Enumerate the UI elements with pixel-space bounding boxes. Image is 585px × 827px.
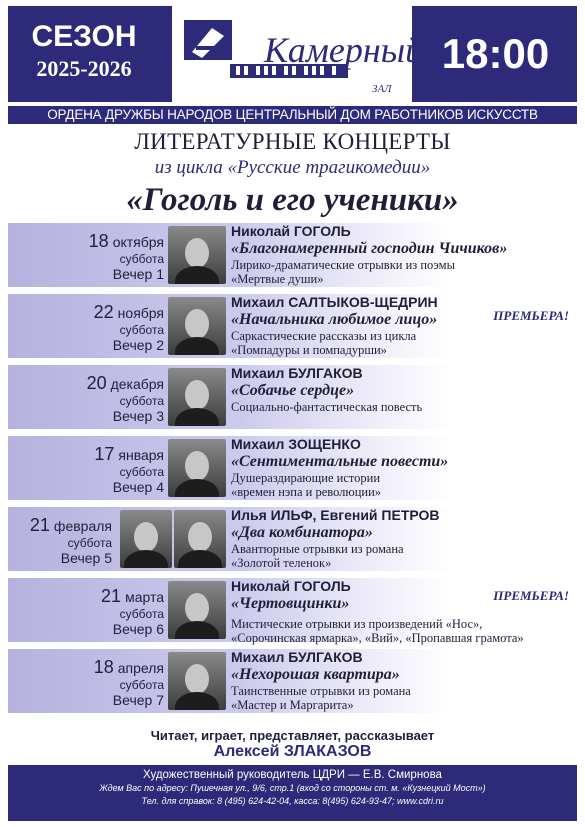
event-date (8, 586, 164, 637)
event-info (231, 294, 577, 357)
premiere-badge: ПРЕМЬЕРА! (493, 308, 569, 323)
event-desc: Лирико-драматические отрывки из поэмы (231, 258, 455, 272)
event-info (231, 649, 577, 712)
event-desc: Саркастические рассказы из цикла (231, 329, 417, 343)
event-weekday: суббота (119, 607, 164, 621)
event-evening: Вечер 1 (112, 266, 164, 282)
event-weekday: суббота (67, 536, 112, 550)
author-portrait (168, 581, 226, 639)
event-author: Михаил БУЛГАКОВ (231, 649, 363, 665)
event-month: февраля (53, 518, 112, 534)
author-portrait (168, 652, 226, 710)
event-work: «Начальника любимое лицо» (231, 311, 438, 328)
chamber-hall-logo (172, 6, 412, 102)
event-weekday: суббота (119, 465, 164, 479)
event-info (231, 365, 577, 414)
event-evening: Вечер 4 (112, 479, 164, 495)
author-portrait (120, 510, 172, 568)
main-title: ЛИТЕРАТУРНЫЕ КОНЦЕРТЫ (134, 129, 451, 154)
event-month: декабря (110, 376, 164, 392)
event-desc: «Сорочинская ярмарка», «Вий», «Пропавшая грамота» (231, 631, 524, 645)
event-desc: Душераздирающие истории (231, 471, 381, 485)
org-line: ОРДЕНА ДРУЖБЫ НАРОДОВ ЦЕНТРАЛЬНЫЙ ДОМ РАБОТНИКОВ ИСКУССТВ (8, 106, 577, 124)
footer-director: Художественный руководитель ЦДРИ — Е.В. Смирнова (143, 769, 442, 781)
event-desc: «Золотой теленок» (231, 556, 332, 570)
event-row (8, 223, 577, 287)
event-desc: «Помпадуры и помпадурши» (231, 343, 387, 357)
event-desc: Авантюрные отрывки из романа (231, 542, 404, 556)
author-portrait (168, 226, 226, 284)
event-day: 21 (101, 586, 122, 606)
event-day: 20 (86, 373, 107, 393)
event-day: 18 (88, 231, 109, 251)
event-month: ноября (117, 305, 164, 321)
performer-line: Читает, играет, представляет, рассказывает (150, 728, 435, 743)
event-author: Михаил САЛТЫКОВ-ЩЕДРИН (231, 294, 438, 310)
event-desc: «Мертвые души» (231, 272, 324, 286)
event-info (231, 507, 577, 570)
event-date (8, 302, 164, 353)
author-portrait (174, 510, 226, 568)
event-desc: Таинственные отрывки из романа (231, 684, 411, 698)
season-block (14, 20, 154, 84)
event-date (8, 444, 164, 495)
premiere-badge: ПРЕМЬЕРА! (493, 588, 569, 603)
event-month: января (118, 447, 164, 463)
event-row (8, 578, 577, 645)
footer-address: Ждем Вас по адресу: Пушечная ул., 9/6, стр.1 (вход со стороны ст. м. «Кузнецкий Мост») (99, 783, 486, 793)
author-portrait (168, 368, 226, 426)
author-portrait (168, 297, 226, 355)
event-row (8, 436, 577, 500)
event-date (8, 657, 164, 708)
cycle-subtitle: из цикла «Русские трагикомедии» (154, 157, 431, 178)
author-portrait (168, 439, 226, 497)
event-row (8, 365, 577, 429)
event-weekday: суббота (119, 323, 164, 337)
event-date (8, 373, 164, 424)
event-month: марта (125, 589, 164, 605)
logo-sub: ЗАЛ (372, 83, 392, 95)
event-row (8, 294, 577, 358)
event-desc: «Мастер и Маргарита» (231, 698, 354, 712)
event-info (231, 223, 577, 286)
event-desc: Мистические отрывки из произведений «Нос», (231, 617, 483, 631)
event-day: 18 (93, 657, 114, 677)
event-weekday: суббота (119, 394, 164, 408)
event-weekday: суббота (119, 678, 164, 692)
event-month: апреля (117, 660, 164, 676)
event-row (8, 507, 577, 571)
event-evening: Вечер 2 (112, 337, 164, 353)
event-author: Михаил БУЛГАКОВ (231, 365, 363, 381)
start-time: 18:00 (441, 30, 550, 77)
event-author: Николай ГОГОЛЬ (231, 578, 351, 594)
event-work: «Сентиментальные повести» (231, 453, 449, 470)
event-evening: Вечер 3 (112, 408, 164, 424)
event-work: «Чертовщинки» (231, 595, 350, 612)
event-day: 17 (94, 444, 115, 464)
event-work: «Два комбинатора» (231, 524, 373, 541)
event-day: 21 (29, 515, 50, 535)
event-day: 22 (93, 302, 114, 322)
event-work: «Благонамеренный господин Чичиков» (231, 240, 508, 257)
event-evening: Вечер 7 (112, 692, 164, 708)
event-author: Илья ИЛЬФ, Евгений ПЕТРОВ (231, 507, 440, 523)
program-title: «Гоголь и его ученики» (126, 182, 459, 218)
event-author: Николай ГОГОЛЬ (231, 223, 351, 239)
season-label: СЕЗОН (31, 20, 137, 53)
event-row (8, 649, 577, 713)
event-date (8, 515, 112, 566)
event-weekday: суббота (119, 252, 164, 266)
season-years: 2025-2026 (36, 56, 132, 81)
event-work: «Нехорошая квартира» (231, 666, 400, 683)
event-date (8, 231, 164, 282)
event-info (231, 436, 577, 499)
event-desc: Социально-фантастическая повесть (231, 400, 423, 414)
event-evening: Вечер 6 (112, 621, 164, 637)
footer-banner (8, 765, 577, 821)
footer-phones: Тел. для справок: 8 (495) 624-42-04, касса: 8(495) 624-93-47; www.cdri.ru (141, 796, 444, 806)
piano-logo-icon (172, 6, 412, 102)
event-evening: Вечер 5 (60, 550, 112, 566)
logo-word: Камерный (264, 30, 412, 70)
event-author: Михаил ЗОЩЕНКО (231, 436, 361, 452)
event-month: октября (112, 234, 164, 250)
performer-name: Алексей ЗЛАКАЗОВ (213, 743, 372, 760)
event-work: «Собачье сердце» (231, 382, 355, 399)
event-desc: «времен нэпа и революции» (231, 485, 382, 499)
